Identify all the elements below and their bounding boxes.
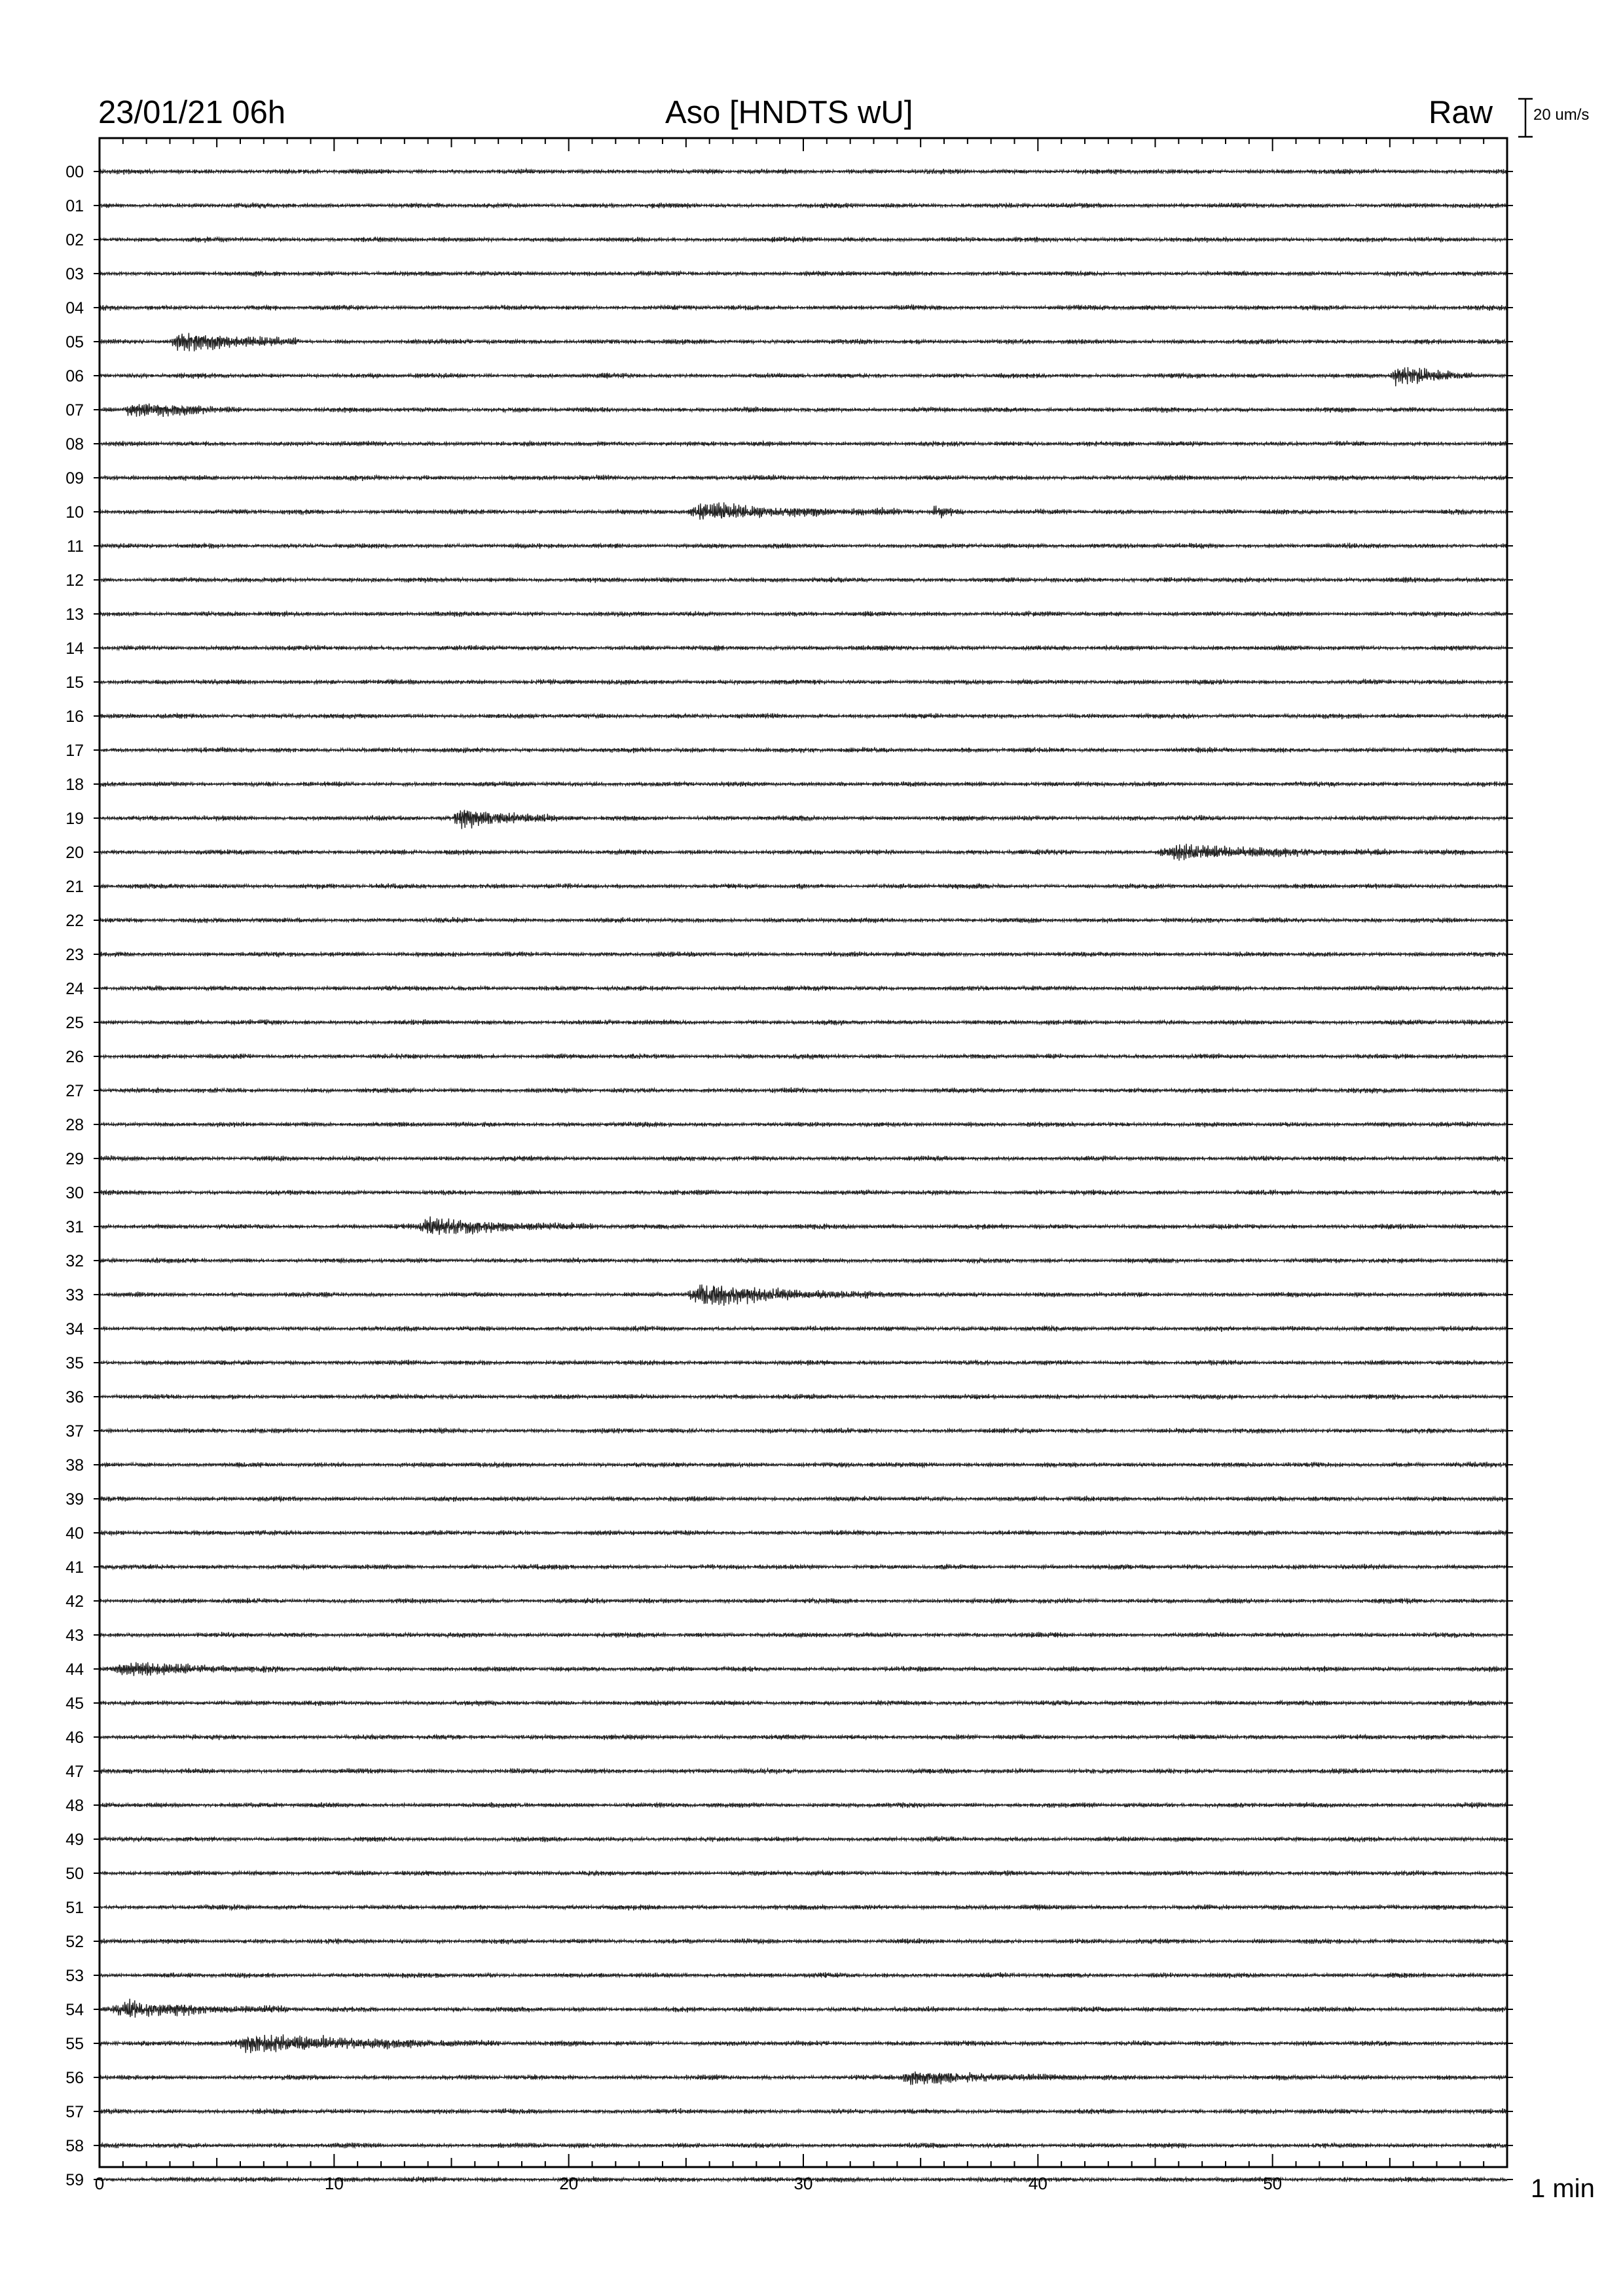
row-label: 20 [65,844,84,862]
trace-row-43 [100,1632,1507,1638]
trace-row-27 [100,1087,1507,1093]
x-tick-label: 0 [94,2174,105,2193]
row-label: 24 [65,980,84,998]
trace-row-17 [100,747,1507,753]
trace-row-14 [100,645,1507,651]
trace-row-04 [100,305,1507,311]
trace-row-32 [100,1258,1507,1264]
row-label: 17 [65,742,84,760]
trace-row-01 [100,202,1507,208]
row-label: 54 [65,2001,84,2019]
trace-row-45 [100,1700,1507,1706]
x-tick-label: 30 [793,2174,813,2193]
row-label: 50 [65,1865,84,1883]
scale-bar [1518,99,1533,137]
station-title: Aso [HNDTS wU] [665,95,913,130]
trace-row-00 [100,169,1507,175]
row-label: 32 [65,1252,84,1270]
trace-row-35 [100,1360,1507,1366]
x-tick-label: 50 [1263,2174,1283,2193]
trace-row-36 [100,1394,1507,1400]
row-label: 08 [65,435,84,454]
row-label: 48 [65,1797,84,1815]
trace-row-30 [100,1190,1507,1196]
trace-row-24 [100,985,1507,991]
row-label: 13 [65,605,84,624]
row-label: 22 [65,912,84,930]
trace-row-09 [100,475,1507,481]
row-label: 45 [65,1695,84,1713]
row-label: 39 [65,1490,84,1509]
date-hour-label: 23/01/21 06h [98,95,286,130]
row-label: 42 [65,1592,84,1611]
row-label: 46 [65,1729,84,1747]
trace-row-48 [100,1802,1507,1808]
trace-row-20 [100,844,1507,861]
trace-row-55 [100,2034,1507,2053]
row-label: 12 [65,571,84,590]
trace-row-46 [100,1734,1507,1740]
trace-row-11 [100,543,1507,548]
row-label: 15 [65,673,84,692]
trace-row-16 [100,713,1507,719]
trace-row-03 [100,271,1507,277]
trace-row-42 [100,1598,1507,1604]
trace-row-07 [100,404,1507,417]
row-label: 26 [65,1048,84,1066]
row-label: 47 [65,1763,84,1781]
trace-row-56 [100,2072,1507,2085]
trace-row-15 [100,679,1507,685]
row-label: 55 [65,2035,84,2053]
row-label-layer [65,163,84,2189]
row-label: 01 [65,197,84,215]
row-label: 44 [65,1660,84,1679]
trace-row-33 [100,1285,1507,1306]
trace-row-02 [100,236,1507,242]
row-label: 57 [65,2103,84,2121]
row-label: 18 [65,776,84,794]
row-label: 43 [65,1626,84,1645]
trace-row-12 [100,577,1507,583]
row-label: 25 [65,1014,84,1032]
trace-row-31 [100,1217,1507,1235]
row-label: 02 [65,231,84,249]
trace-row-52 [100,1938,1507,1944]
row-label: 21 [65,878,84,896]
x-tick-label-layer [95,2174,1282,2193]
row-label: 16 [65,708,84,726]
row-label: 09 [65,469,84,488]
row-label: 27 [65,1082,84,1100]
trace-row-08 [100,440,1507,446]
x-tick-label: 20 [559,2174,579,2193]
mode-label: Raw [1429,95,1493,130]
trace-row-19 [100,810,1507,829]
row-label: 49 [65,1831,84,1849]
trace-row-21 [100,884,1507,889]
row-label: 28 [65,1116,84,1134]
row-label: 58 [65,2137,84,2155]
trace-row-13 [100,611,1507,617]
trace-row-50 [100,1871,1507,1876]
trace-row-37 [100,1427,1507,1433]
row-label: 37 [65,1422,84,1441]
trace-row-38 [100,1462,1507,1468]
trace-row-51 [100,1905,1507,1910]
row-label: 41 [65,1558,84,1577]
row-label: 03 [65,265,84,283]
row-label: 19 [65,810,84,828]
trace-row-06 [100,367,1507,386]
trace-row-41 [100,1564,1507,1570]
row-label: 31 [65,1218,84,1236]
trace-row-05 [100,333,1507,351]
row-label: 33 [65,1286,84,1304]
trace-row-54 [100,1999,1507,2018]
trace-row-23 [100,952,1507,958]
row-label: 40 [65,1524,84,1543]
row-label: 56 [65,2069,84,2087]
row-label: 30 [65,1184,84,1202]
trace-row-44 [100,1662,1507,1676]
row-label: 23 [65,946,84,964]
row-label: 53 [65,1967,84,1985]
row-label: 29 [65,1150,84,1168]
time-unit-label: 1 min [1531,2174,1595,2203]
amplitude-scale-label: 20 um/s [1533,106,1590,124]
trace-row-28 [100,1122,1507,1128]
row-label: 05 [65,333,84,351]
row-label: 11 [67,537,84,556]
trace-row-26 [100,1054,1507,1060]
trace-row-18 [100,781,1507,787]
trace-row-34 [100,1325,1507,1332]
trace-row-39 [100,1496,1507,1501]
trace-layer [100,169,1507,2183]
row-label: 38 [65,1456,84,1475]
row-label: 10 [65,503,84,522]
trace-row-57 [100,2108,1507,2114]
trace-row-49 [100,1836,1507,1842]
row-label: 06 [65,367,84,386]
row-label: 35 [65,1354,84,1372]
row-label: 07 [65,401,84,420]
trace-row-58 [100,2143,1507,2149]
row-label: 14 [65,639,84,658]
trace-row-25 [100,1019,1507,1026]
row-label: 52 [65,1933,84,1951]
x-tick-label: 40 [1028,2174,1048,2193]
row-label: 00 [65,163,84,181]
row-label: 51 [65,1899,84,1917]
row-label: 36 [65,1388,84,1407]
trace-row-53 [100,1972,1507,1979]
trace-row-22 [100,917,1507,923]
row-label: 04 [65,299,84,317]
trace-row-29 [100,1155,1507,1161]
trace-row-47 [100,1768,1507,1774]
trace-row-40 [100,1530,1507,1535]
x-tick-label: 10 [324,2174,344,2193]
row-label: 34 [65,1320,84,1338]
trace-row-10 [100,503,1507,520]
row-label: 59 [65,2171,84,2189]
